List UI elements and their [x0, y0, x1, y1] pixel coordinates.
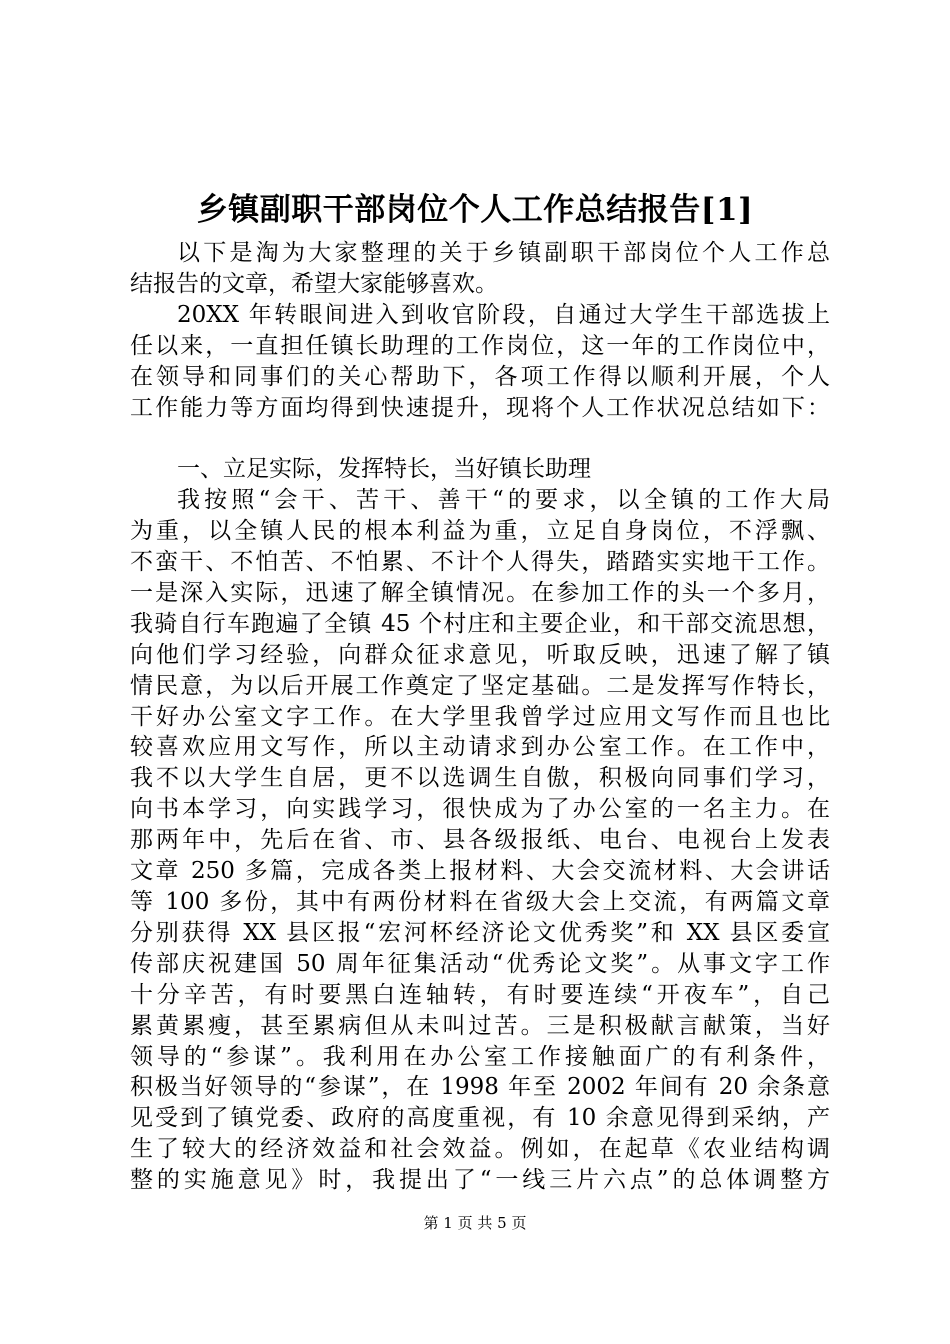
paragraph-line: 分别获得 XX 县区报“宏河杯经济论文优秀奖”和 XX 县区委宣: [130, 919, 830, 946]
paragraph-line: 一是深入实际，迅速了解全镇情况。在参加工作的头一个多月，: [130, 579, 830, 606]
paragraph-line: 为重，以全镇人民的根本利益为重，立足自身岗位，不浮飘、: [130, 518, 830, 545]
paragraph-line: 以下是淘为大家整理的关于乡镇副职干部岗位个人工作总: [177, 240, 830, 266]
paragraph-line: 较喜欢应用文写作，所以主动请求到办公室工作。在工作中，: [130, 734, 830, 761]
paragraph-line: 情民意，为以后开展工作奠定了坚定基础。二是发挥写作特长，: [130, 672, 830, 699]
paragraph-line: 我骑自行车跑遍了全镇 45 个村庄和主要企业，和干部交流思想，: [130, 610, 830, 637]
paragraph-line: 等 100 多份，其中有两份材料在省级大会上交流，有两篇文章: [130, 889, 830, 916]
paragraph-line: 20XX 年转眼间进入到收官阶段，自通过大学生干部选拔上: [177, 301, 830, 328]
page-number: 第 1 页 共 5 页: [423, 1214, 527, 1232]
paragraph-line: 领导的“参谋”。我利用在办公室工作接触面广的有利条件，: [130, 1043, 830, 1070]
paragraph-line: 生了较大的经济效益和社会效益。例如，在起草《农业结构调: [130, 1136, 830, 1163]
document-title: 乡镇副职干部岗位个人工作总结报告[1]: [196, 192, 754, 228]
paragraph-line: 那两年中，先后在省、市、县各级报纸、电台、电视台上发表: [130, 827, 830, 854]
paragraph-line: 十分辛苦，有时要黑白连轴转，有时要连续“开夜车”，自己: [130, 981, 830, 1008]
paragraph-line: 我不以大学生自居，更不以选调生自傲，积极向同事们学习，: [130, 765, 830, 792]
paragraph-line: 结报告的文章，希望大家能够喜欢。: [130, 270, 498, 297]
paragraph-line: 向他们学习经验，向群众征求意见，听取反映，迅速了解了镇: [130, 641, 830, 668]
paragraph-line: 传部庆祝建国 50 周年征集活动“优秀论文奖”。从事文字工作: [130, 950, 830, 977]
paragraph-line: 文章 250 多篇，完成各类上报材料、大会交流材料、大会讲话: [130, 858, 830, 885]
paragraph-gap: [130, 423, 830, 454]
paragraph-line: 在领导和同事们的关心帮助下，各项工作得以顺利开展，个人: [130, 363, 830, 390]
section-heading: 一、立足实际，发挥特长，当好镇长助理: [177, 456, 591, 483]
paragraph-line: 任以来，一直担任镇长助理的工作岗位，这一年的工作岗位中，: [130, 332, 830, 359]
paragraph-line: 我按照“会干、苦干、善干“的要求，以全镇的工作大局: [177, 487, 830, 514]
paragraph-line: 不蛮干、不怕苦、不怕累、不计个人得失，踏踏实实地干工作。: [130, 549, 830, 576]
document-body: [130, 238, 830, 1196]
paragraph-line: 积极当好领导的“参谋”，在 1998 年至 2002 年间有 20 余条意: [130, 1074, 830, 1101]
paragraph-line: 工作能力等方面均得到快速提升，现将个人工作状况总结如下：: [130, 394, 830, 421]
paragraph-line: 见受到了镇党委、政府的高度重视，有 10 余意见得到采纳，产: [130, 1105, 830, 1132]
paragraph-line: 干好办公室文字工作。在大学里我曾学过应用文写作而且也比: [130, 703, 830, 730]
paragraph-line: 累黄累瘦，甚至累病但从未叫过苦。三是积极献言献策，当好: [130, 1012, 830, 1039]
paragraph-line: 向书本学习，向实践学习，很快成为了办公室的一名主力。在: [130, 796, 830, 823]
paragraph-line: 整的实施意见》时，我提出了“一线三片六点”的总体调整方: [130, 1167, 830, 1194]
